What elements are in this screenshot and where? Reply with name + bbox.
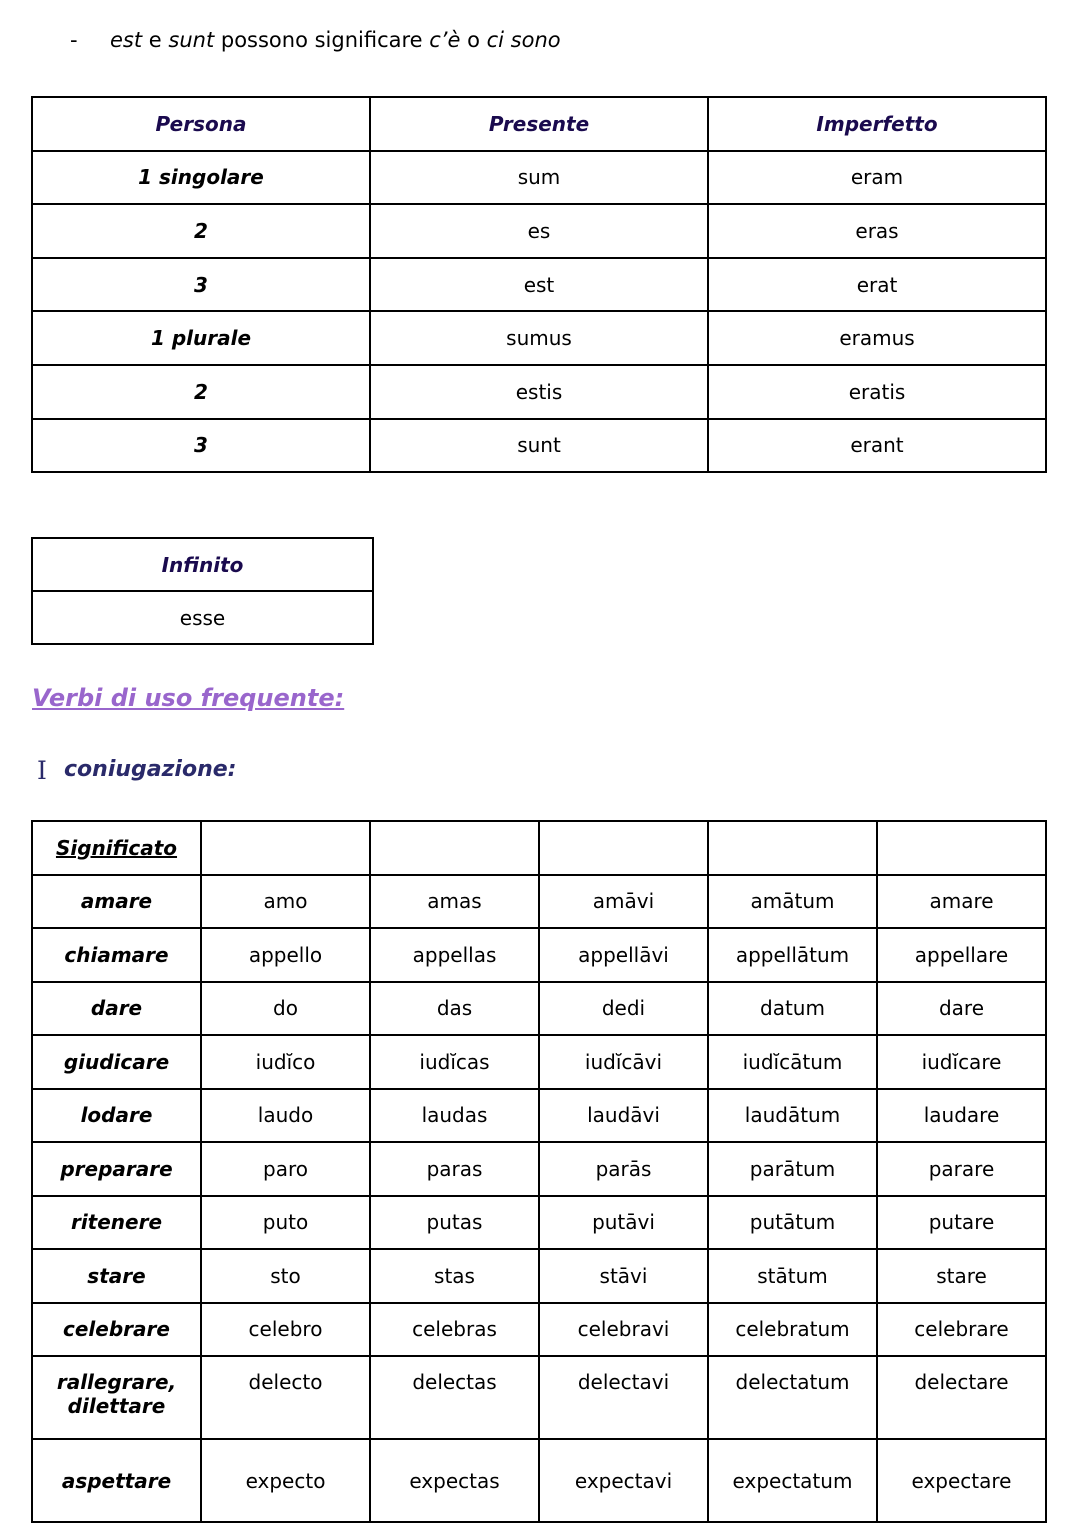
form-cell: dedi	[539, 982, 708, 1036]
table-row	[32, 365, 1046, 419]
form-cell: stāvi	[539, 1249, 708, 1303]
form-cell: putare	[877, 1196, 1046, 1250]
meaning-cell: giudicare	[32, 1035, 201, 1089]
table-row	[32, 1089, 1046, 1143]
imperfetto-cell: erant	[708, 419, 1046, 473]
form-cell: amāvi	[539, 875, 708, 929]
bullet-middle-text: possono significare	[214, 28, 430, 52]
form-cell: iudĭcare	[877, 1035, 1046, 1089]
header-empty-cell	[877, 821, 1046, 875]
imperfetto-cell: erat	[708, 258, 1046, 312]
table-header-row	[32, 821, 1046, 875]
table-row	[32, 1356, 1046, 1439]
infinito-table	[31, 537, 374, 645]
form-cell: delecto	[201, 1356, 370, 1439]
bullet-word-ce: c’è	[429, 28, 461, 52]
presente-cell: est	[370, 258, 708, 312]
imperfetto-cell: eras	[708, 204, 1046, 258]
form-cell: amare	[877, 875, 1046, 929]
form-cell: expectatum	[708, 1439, 877, 1522]
table-row	[32, 591, 373, 644]
form-cell: sto	[201, 1249, 370, 1303]
presente-cell: sum	[370, 151, 708, 205]
table-row	[32, 982, 1046, 1036]
form-cell: expectavi	[539, 1439, 708, 1522]
form-cell: laudo	[201, 1089, 370, 1143]
form-cell: laudare	[877, 1089, 1046, 1143]
persona-cell: 1 singolare	[32, 151, 370, 205]
form-cell: celebratum	[708, 1303, 877, 1357]
table-row	[32, 1439, 1046, 1522]
table-row	[32, 258, 1046, 312]
form-cell: laudāvi	[539, 1089, 708, 1143]
form-cell: delectare	[877, 1356, 1046, 1439]
bullet-dash: -	[70, 28, 78, 52]
form-cell: paras	[370, 1142, 539, 1196]
presente-cell: es	[370, 204, 708, 258]
meaning-cell: lodare	[32, 1089, 201, 1143]
bullet-word-sunt: sunt	[168, 28, 215, 52]
form-cell: iudĭco	[201, 1035, 370, 1089]
form-cell: putas	[370, 1196, 539, 1250]
form-cell: celebravi	[539, 1303, 708, 1357]
form-cell: amo	[201, 875, 370, 929]
table-row	[32, 928, 1046, 982]
table-row	[32, 1035, 1046, 1089]
header-infinito: Infinito	[32, 538, 373, 591]
header-empty-cell	[539, 821, 708, 875]
conjugation-roman-numeral: I	[37, 756, 47, 785]
form-cell: stas	[370, 1249, 539, 1303]
form-cell: expectare	[877, 1439, 1046, 1522]
bullet-word-ci-sono: ci sono	[486, 28, 561, 52]
form-cell: delectas	[370, 1356, 539, 1439]
persona-cell: 3	[32, 258, 370, 312]
form-cell: laudātum	[708, 1089, 877, 1143]
form-cell: putāvi	[539, 1196, 708, 1250]
meaning-cell: ritenere	[32, 1196, 201, 1250]
table-row	[32, 204, 1046, 258]
form-cell: parare	[877, 1142, 1046, 1196]
form-cell: iudĭcāvi	[539, 1035, 708, 1089]
header-empty-cell	[201, 821, 370, 875]
persona-cell: 2	[32, 204, 370, 258]
form-cell: do	[201, 982, 370, 1036]
form-cell: celebro	[201, 1303, 370, 1357]
form-cell: parātum	[708, 1142, 877, 1196]
table-row	[32, 1142, 1046, 1196]
verbs-table	[31, 820, 1047, 1523]
header-empty-cell	[708, 821, 877, 875]
form-cell: delectavi	[539, 1356, 708, 1439]
meaning-cell: celebrare	[32, 1303, 201, 1357]
persona-cell: 2	[32, 365, 370, 419]
form-cell: appellātum	[708, 928, 877, 982]
form-cell: iudĭcātum	[708, 1035, 877, 1089]
form-cell: celebrare	[877, 1303, 1046, 1357]
meaning-cell: dare	[32, 982, 201, 1036]
form-cell: stare	[877, 1249, 1046, 1303]
form-cell: appellare	[877, 928, 1046, 982]
persona-cell: 1 plurale	[32, 311, 370, 365]
meaning-cell: stare	[32, 1249, 201, 1303]
presente-cell: sunt	[370, 419, 708, 473]
table-row	[32, 875, 1046, 929]
form-cell: laudas	[370, 1089, 539, 1143]
imperfetto-cell: eramus	[708, 311, 1046, 365]
form-cell: celebras	[370, 1303, 539, 1357]
form-cell: iudĭcas	[370, 1035, 539, 1089]
meaning-cell: rallegrare, dilettare	[32, 1356, 201, 1439]
form-cell: appello	[201, 928, 370, 982]
table-row	[32, 151, 1046, 205]
table-row	[32, 311, 1046, 365]
form-cell: paro	[201, 1142, 370, 1196]
bullet-word-est: est	[110, 28, 143, 52]
form-cell: expectas	[370, 1439, 539, 1522]
form-cell: stātum	[708, 1249, 877, 1303]
header-persona: Persona	[32, 97, 370, 151]
meaning-cell: amare	[32, 875, 201, 929]
form-cell: expecto	[201, 1439, 370, 1522]
table-row	[32, 419, 1046, 473]
imperfetto-cell: eratis	[708, 365, 1046, 419]
bullet-conj-e: e	[142, 28, 169, 52]
form-cell: appellas	[370, 928, 539, 982]
header-empty-cell	[370, 821, 539, 875]
form-cell: amātum	[708, 875, 877, 929]
bullet-conj-o: o	[460, 28, 487, 52]
infinito-value: esse	[32, 591, 373, 644]
table-header-row	[32, 538, 373, 591]
form-cell: putātum	[708, 1196, 877, 1250]
meaning-cell: chiamare	[32, 928, 201, 982]
meaning-cell: preparare	[32, 1142, 201, 1196]
form-cell: datum	[708, 982, 877, 1036]
table-row	[32, 1303, 1046, 1357]
imperfetto-cell: eram	[708, 151, 1046, 205]
form-cell: amas	[370, 875, 539, 929]
form-cell: puto	[201, 1196, 370, 1250]
header-imperfetto: Imperfetto	[708, 97, 1046, 151]
header-presente: Presente	[370, 97, 708, 151]
form-cell: dare	[877, 982, 1046, 1036]
bullet-text	[110, 28, 561, 52]
meaning-cell: aspettare	[32, 1439, 201, 1522]
essere-table	[31, 96, 1047, 473]
conjugation-label: coniugazione:	[64, 757, 237, 782]
header-significato: Significato	[32, 821, 201, 875]
persona-cell: 3	[32, 419, 370, 473]
form-cell: delectatum	[708, 1356, 877, 1439]
presente-cell: sumus	[370, 311, 708, 365]
form-cell: das	[370, 982, 539, 1036]
section-heading: Verbi di uso frequente:	[32, 684, 345, 712]
form-cell: parās	[539, 1142, 708, 1196]
table-header-row	[32, 97, 1046, 151]
table-row	[32, 1249, 1046, 1303]
presente-cell: estis	[370, 365, 708, 419]
table-row	[32, 1196, 1046, 1250]
form-cell: appellāvi	[539, 928, 708, 982]
